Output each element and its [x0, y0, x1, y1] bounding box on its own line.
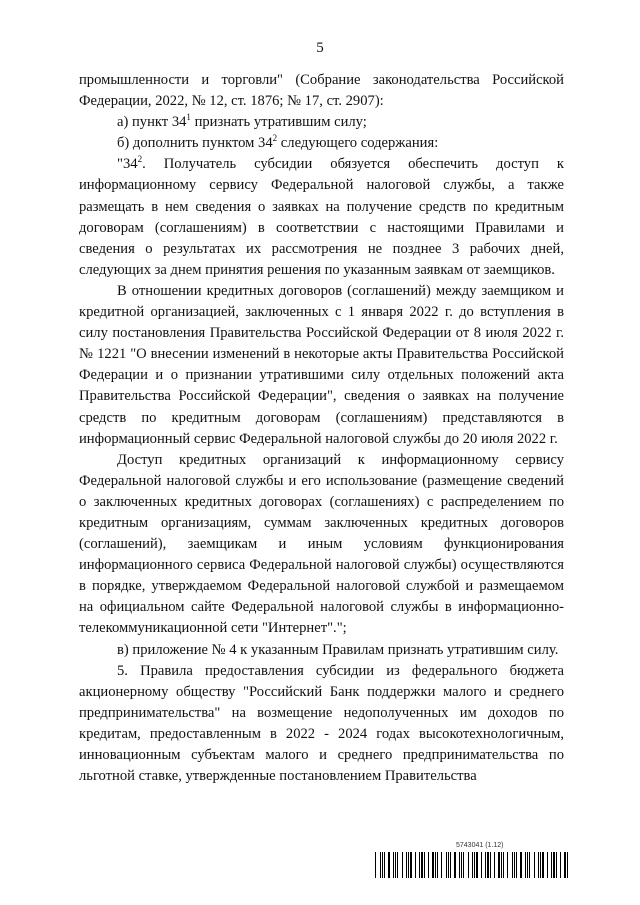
paragraph-item-a: а) пункт $34^1$ признать утратившим силу;	[117, 112, 367, 131]
paragraph-item-v: в) приложение № 4 к указанным Правилам признать утратившим силу.	[117, 641, 559, 658]
paragraph-point-5: 5. Правила предоставления субсидии из федерального бюджета акционерному обществу "Российский Банк поддержки малого и среднего предпринимательства" на возмещение недополученных им доходов по кредитам, предоставленным в 2022 - 2024 годах высокотехнологичным, инновационным субъектам малого и среднего предпринимательства по льготной ставке, утвержденные постановлением Правительства	[79, 662, 564, 785]
paragraph-item-b: б) дополнить пунктом $34^2$ следующего содержания:	[117, 133, 439, 152]
document-code: 5743041 (1.12)	[456, 842, 504, 849]
paragraph-clause-34-2: "$34^2$. Получатель субсидии обязуется обеспечить доступ к информационному сервису Федеральной налоговой службы, а также размещать в нем сведения о заявках на получение средств по кредитным договорам (соглашениям) в соответствии с настоящими Правилами и сведения о результатах их рассмотрения не позднее 3 рабочих дней, следующих за днем принятия решения по указанным заявкам от заемщиков.	[79, 154, 564, 278]
paragraph-access: Доступ кредитных организаций к информационному сервису Федеральной налоговой службы и его использование (размещение сведений о заключенных кредитных договорах (соглашениях) с распределением по кредитным организациям, суммам заключенных кредитных договоров (соглашений), заемщикам и иным условиям функционирования информационного сервиса Федеральной налоговой службы) осуществляются в порядке, утверждаемом Федеральной налоговой службой и размещаемом на официальном сайте Федеральной налоговой службы в информационно-телекоммуникационной сети "Интернет".";	[79, 451, 564, 637]
barcode-image	[374, 852, 570, 878]
page-number: 5	[316, 40, 324, 56]
paragraph-intro: промышленности и торговли" (Собрание законодательства Российской Федерации, 2022, № 12, ст. 1876; № 17, ст. 2907):	[79, 72, 564, 110]
paragraph-credit-agreements: В отношении кредитных договоров (соглашений) между заемщиком и кредитной организацией, заключенных с 1 января 2022 г. до вступления в силу постановления Правительства Российской Федерации от 8 июля 2022 г. № 1221 "О внесении изменений в некоторые акты Правительства Российской Федерации и о признании утратившими силу отдельных положений акта Правительства Российской Федерации", сведения о заявках на получение средств по кредитным договорам (соглашениям) представляются в информационный сервис Федеральной налоговой службы до 20 июля 2022 г.	[79, 282, 564, 447]
document-body	[79, 70, 564, 787]
